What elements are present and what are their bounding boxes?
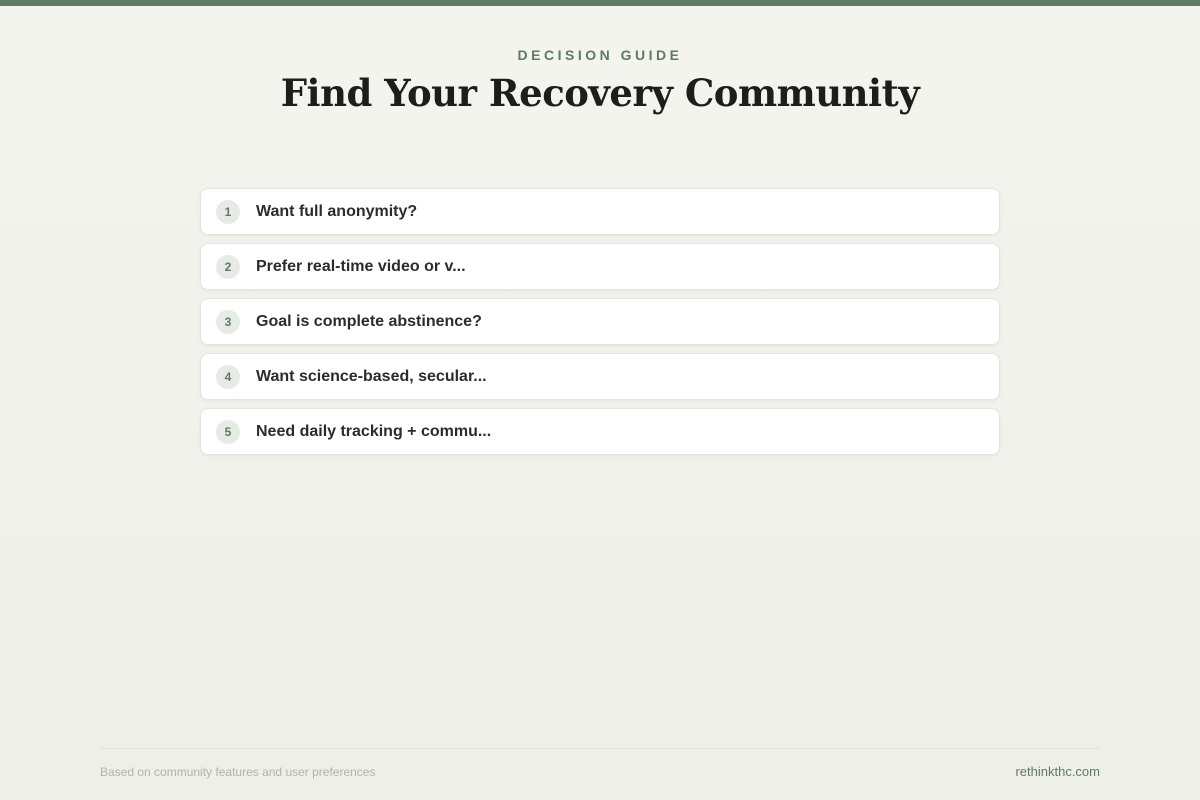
question-number-badge: 3 bbox=[216, 310, 240, 334]
page-title: Find Your Recovery Community bbox=[280, 71, 920, 115]
question-item-4[interactable] bbox=[200, 353, 1000, 400]
question-label: Goal is complete abstinence? bbox=[256, 312, 482, 330]
question-label: Want science-based, secular... bbox=[256, 367, 487, 385]
top-accent-bar bbox=[0, 0, 1200, 6]
eyebrow-label: DECISION GUIDE bbox=[517, 47, 683, 63]
question-number-badge: 4 bbox=[216, 365, 240, 389]
question-number-badge: 5 bbox=[216, 420, 240, 444]
question-number-badge: 2 bbox=[216, 255, 240, 279]
question-list bbox=[200, 188, 1000, 463]
question-item-2[interactable] bbox=[200, 243, 1000, 290]
page-footer bbox=[100, 748, 1100, 779]
question-item-3[interactable] bbox=[200, 298, 1000, 345]
question-item-1[interactable] bbox=[200, 188, 1000, 235]
page-header bbox=[0, 46, 1200, 116]
question-number-badge: 1 bbox=[216, 200, 240, 224]
footer-brand-link[interactable]: rethinkthc.com bbox=[1015, 764, 1100, 779]
question-label: Need daily tracking + commu... bbox=[256, 422, 492, 440]
footer-note: Based on community features and user preferences bbox=[100, 764, 376, 779]
question-label: Prefer real-time video or v... bbox=[256, 257, 466, 275]
question-item-5[interactable] bbox=[200, 408, 1000, 455]
question-label: Want full anonymity? bbox=[256, 202, 418, 220]
